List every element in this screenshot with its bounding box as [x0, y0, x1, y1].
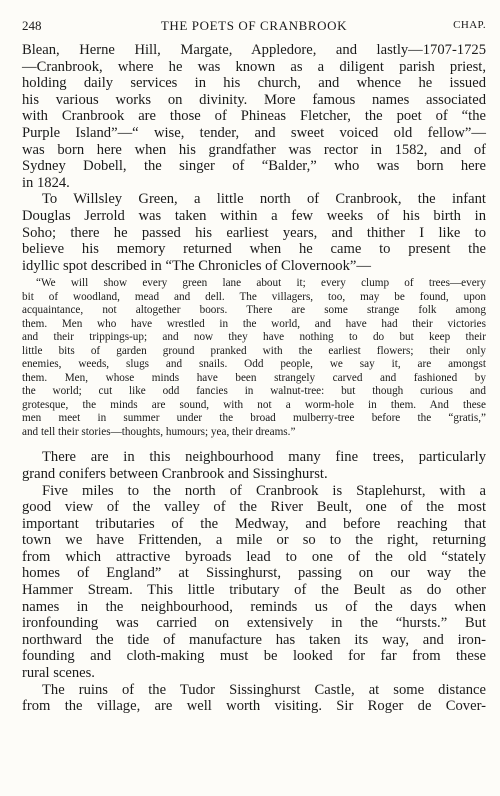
- text-line: There are in this neighbourhood many fine trees, particularly: [42, 449, 486, 466]
- quote-line: the world; cut like odd fancies in walnut-tree: but though curious and: [22, 385, 486, 398]
- text-line: from the village, are well worth visiting. Sir Roger de Cover-: [22, 698, 486, 715]
- block-quote: [22, 277, 486, 439]
- chapter-label: CHAP.: [453, 19, 486, 31]
- text-line: Hammer Stream. This little tributary of the Beult as do other: [22, 582, 486, 599]
- quote-line: acquaintance, not altogether boors. There are some strange folk among: [22, 304, 486, 317]
- text-line: Purple Island”—“ wise, tender, and sweet voiced old fellow”—: [22, 124, 486, 141]
- text-line: Soho; there he passed his earliest years, and thither I like to: [22, 224, 486, 241]
- text-line: names in the neighbourhood, reminds us of the days when: [22, 598, 486, 615]
- text-line: founding and cloth-making must be looked for far from these: [22, 648, 486, 665]
- paragraph-4: [22, 483, 486, 682]
- text-line: in 1824.: [22, 174, 70, 191]
- quote-line: men meet in summer under the broad mulberry-tree before the “gratis,”: [22, 412, 486, 425]
- text-line: The ruins of the Tudor Sissinghurst Castle, at some distance: [42, 681, 486, 698]
- text-line: rural scenes.: [22, 665, 95, 682]
- quote-line: them. Men who have wrestled in the world, and have had their victories: [22, 317, 486, 330]
- text-line: ironfounding was carried on extensively in the “hursts.” But: [22, 615, 486, 632]
- paragraph-5: [22, 682, 486, 715]
- quote-line: and tell their stories—thoughts, humours; yea, their dreams.”: [22, 425, 296, 438]
- text-line: holding daily services in his church, and whence he issued: [22, 75, 486, 92]
- quote-line: grotesque, the minds are sound, with not a worm-hole in them. And these: [22, 398, 486, 411]
- text-line: Douglas Jerrold was taken within a few weeks of his birth in: [22, 207, 486, 224]
- text-line: northward the tide of manufacture has taken its way, and iron-: [22, 631, 486, 648]
- paragraph-3: [22, 449, 486, 482]
- quote-line: enemies, weeds, slugs and snails. Odd people, we say it, are amongst: [22, 358, 486, 371]
- paragraph-1: [22, 42, 486, 191]
- text-line: homes of England” at Sissinghurst, passing on our way the: [22, 565, 486, 582]
- running-header: [22, 18, 486, 38]
- quote-line: and their trippings-up; and now they have nothing to do but keep their: [22, 331, 486, 344]
- text-line: —Cranbrook, where he was known as a diligent parish priest,: [22, 58, 486, 75]
- page-number: 248: [22, 18, 42, 33]
- text-line: grand conifers between Cranbrook and Sissinghurst.: [22, 465, 328, 482]
- text-line: with Cranbrook are those of Phineas Fletcher, the poet of “the: [22, 108, 486, 125]
- text-line: important tributaries of the Medway, and before reaching that: [22, 515, 486, 532]
- page-body: [22, 42, 486, 715]
- quote-line: “We will show every green lane about it; every clump of trees—every: [36, 277, 486, 290]
- text-line: good view of the valley of the River Beult, one of the most: [22, 499, 486, 516]
- paragraph-2: [22, 191, 486, 274]
- quote-line: them. Men, whose minds have been strangely carved and fashioned by: [22, 371, 486, 384]
- text-line: was born here when his grandfather was rector in 1582, and of: [22, 141, 486, 158]
- text-line: his various works on divinity. More famous names associated: [22, 91, 486, 108]
- text-line: believe his memory returned when he came to present the: [22, 241, 486, 258]
- quote-line: bit of woodland, mead and dell. The villagers, too, may be found, upon: [22, 290, 486, 303]
- text-line: Blean, Herne Hill, Margate, Appledore, and lastly—1707-1725: [22, 42, 486, 58]
- text-line: To Willsley Green, a little north of Cranbrook, the infant: [42, 191, 486, 208]
- text-line: town we have Frittenden, a mile or so to the right, returning: [22, 532, 486, 549]
- text-line: idyllic spot described in “The Chronicles of Clovernook”—: [22, 257, 371, 274]
- text-line: from which attractive byroads lead to one of the old “stately: [22, 548, 486, 565]
- text-line: Five miles to the north of Cranbrook is Staplehurst, with a: [42, 482, 486, 499]
- text-line: Sydney Dobell, the singer of “Balder,” who was born here: [22, 158, 486, 175]
- quote-line: little bits of garden ground pranked with the earliest flowers; their only: [22, 344, 486, 357]
- running-title: THE POETS OF CRANBROOK: [160, 18, 348, 33]
